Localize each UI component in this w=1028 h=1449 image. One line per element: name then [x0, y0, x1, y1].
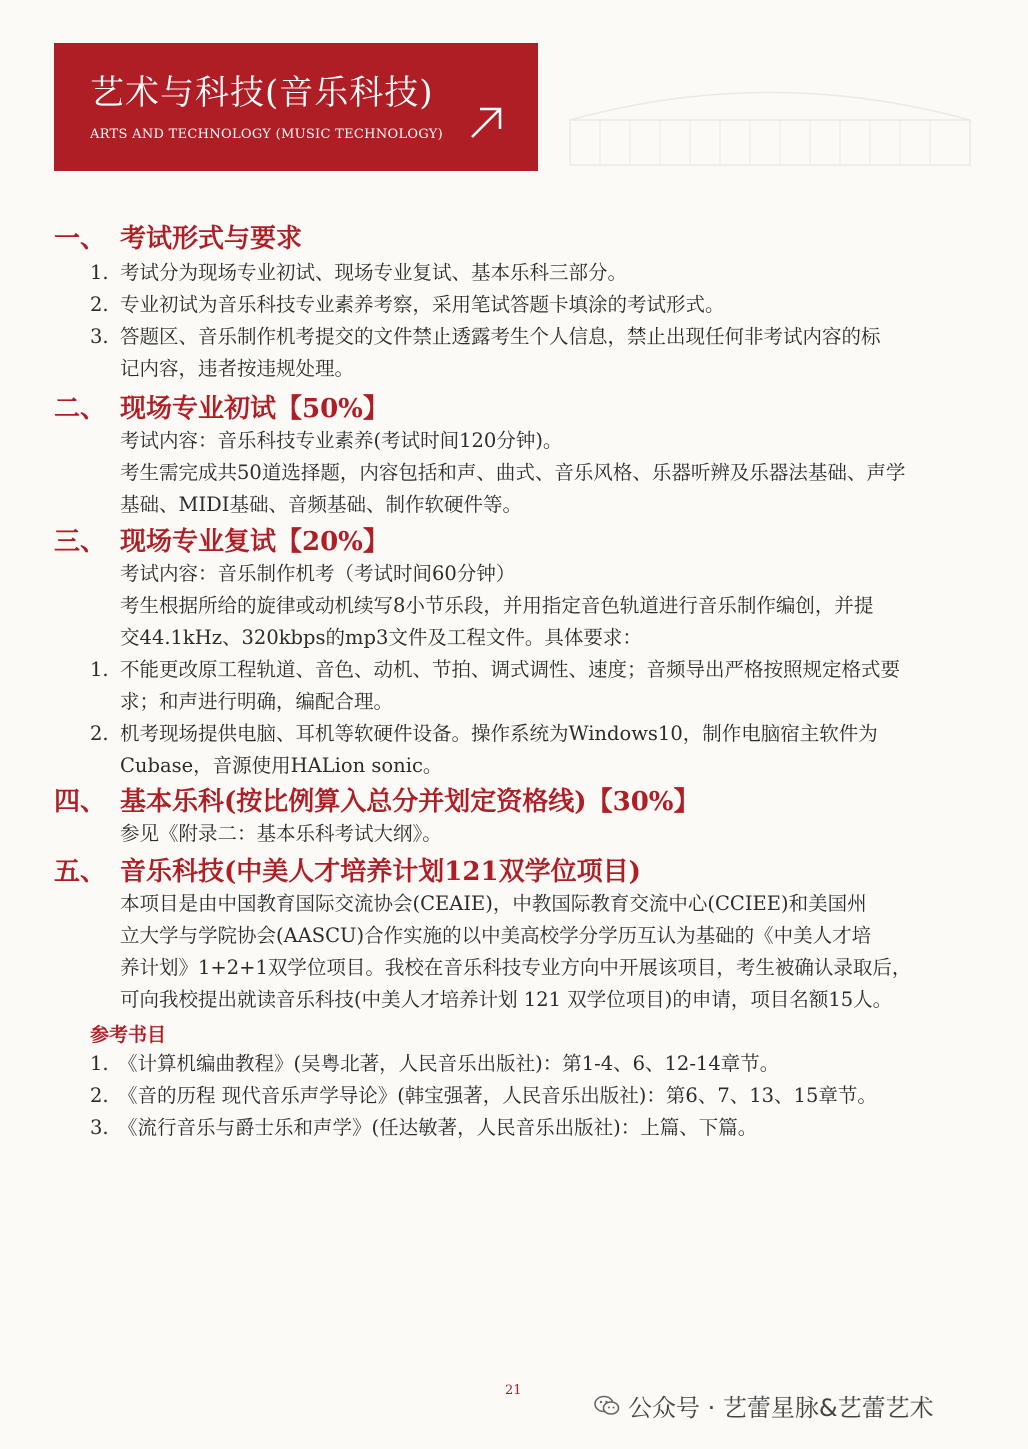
section-title: 考试形式与要求 [120, 223, 303, 254]
section-heading [54, 388, 389, 424]
paragraph-line: 可向我校提出就读音乐科技(中美人才培养计划 121 双学位项目)的申请，项目名额15人。 [120, 988, 893, 1011]
footer-text: 公众号 · 艺蕾星脉&艺蕾艺术 [628, 1394, 934, 1422]
list-number: 3. [90, 325, 109, 348]
footer-watermark [594, 1388, 934, 1423]
reference-item: 《计算机编曲教程》(吴粤北著，人民音乐出版社)：第1-4、6、12-14章节。 [118, 1052, 780, 1075]
paragraph-line: 本项目是由中国教育国际交流协会(CEAIE)，中教国际教育交流中心(CCIEE)和美国州 [120, 892, 867, 915]
banner-subtitle: ARTS AND TECHNOLOGY (MUSIC TECHNOLOGY) [90, 127, 444, 142]
references-heading: 参考书目 [90, 1024, 167, 1046]
paragraph-line: 养计划》1+2+1双学位项目。我校在音乐科技专业方向中开展该项目，考生被确认录取后， [120, 956, 912, 979]
header-banner [54, 43, 538, 171]
list-number: 1. [90, 1052, 109, 1075]
section-number: 四、 [54, 786, 107, 817]
list-item-continued: 记内容，违者按违规处理。 [120, 357, 355, 380]
section-number: 三、 [54, 526, 107, 557]
paragraph-line: 考试内容：音乐制作机考（考试时间60分钟） [120, 562, 516, 585]
reference-item: 《音的历程 现代音乐声学导论》(韩宝强著，人民音乐出版社)：第6、7、13、15章节。 [118, 1084, 877, 1107]
paragraph-line: 立大学与学院协会(AASCU)合作实施的以中美高校学分学历互认为基础的《中美人才培 [120, 924, 872, 947]
wechat-icon [594, 1395, 620, 1417]
section-heading [54, 781, 700, 817]
building-watermark [560, 60, 980, 175]
section-title: 音乐科技(中美人才培养计划121双学位项目) [120, 856, 641, 887]
list-number: 2. [90, 1084, 109, 1107]
list-item: 不能更改原工程轨道、音色、动机、节拍、调式调性、速度；音频导出严格按照规定格式要 [120, 658, 901, 681]
list-number: 2. [90, 293, 109, 316]
section-number: 一、 [54, 223, 107, 254]
reference-item: 《流行音乐与爵士乐和声学》(任达敏著，人民音乐出版社)：上篇、下篇。 [118, 1116, 758, 1139]
list-number: 3. [90, 1116, 109, 1139]
list-item: 专业初试为音乐科技专业素养考察，采用笔试答题卡填涂的考试形式。 [120, 293, 725, 316]
page-number: 21 [505, 1383, 522, 1398]
list-number: 2. [90, 722, 109, 745]
paragraph-line: 交44.1kHz、320kbps的mp3文件及工程文件。具体要求： [120, 626, 642, 649]
paragraph-line: 参见《附录二：基本乐科考试大纲》。 [120, 822, 442, 845]
list-item: 答题区、音乐制作机考提交的文件禁止透露考生个人信息，禁止出现任何非考试内容的标 [120, 325, 881, 348]
list-item-continued: 求；和声进行明确，编配合理。 [120, 690, 394, 713]
section-heading [54, 851, 641, 887]
paragraph-line: 考试内容：音乐科技专业素养(考试时间120分钟)。 [120, 429, 563, 452]
arrow-up-right-icon [468, 105, 504, 141]
paragraph-line: 基础、MIDI基础、音频基础、制作软硬件等。 [120, 493, 523, 516]
section-number: 二、 [54, 393, 107, 424]
list-item: 机考现场提供电脑、耳机等软硬件设备。操作系统为Windows10，制作电脑宿主软件为 [120, 722, 878, 745]
banner-title: 艺术与科技(音乐科技) [90, 73, 434, 113]
section-title: 现场专业初试【50%】 [120, 393, 389, 424]
section-title: 基本乐科(按比例算入总分并划定资格线)【30%】 [120, 786, 700, 817]
list-number: 1. [90, 658, 109, 681]
section-heading [54, 218, 302, 254]
list-item-continued: Cubase，音源使用HALion sonic。 [120, 754, 443, 777]
paragraph-line: 考生需完成共50道选择题，内容包括和声、曲式、音乐风格、乐器听辨及乐器法基础、声学 [120, 461, 906, 484]
list-item: 考试分为现场专业初试、现场专业复试、基本乐科三部分。 [120, 261, 628, 284]
section-number: 五、 [54, 856, 107, 887]
section-heading [54, 521, 389, 557]
list-number: 1. [90, 261, 109, 284]
paragraph-line: 考生根据所给的旋律或动机续写8小节乐段，并用指定音色轨道进行音乐制作编创，并提 [120, 594, 874, 617]
section-title: 现场专业复试【20%】 [120, 526, 389, 557]
